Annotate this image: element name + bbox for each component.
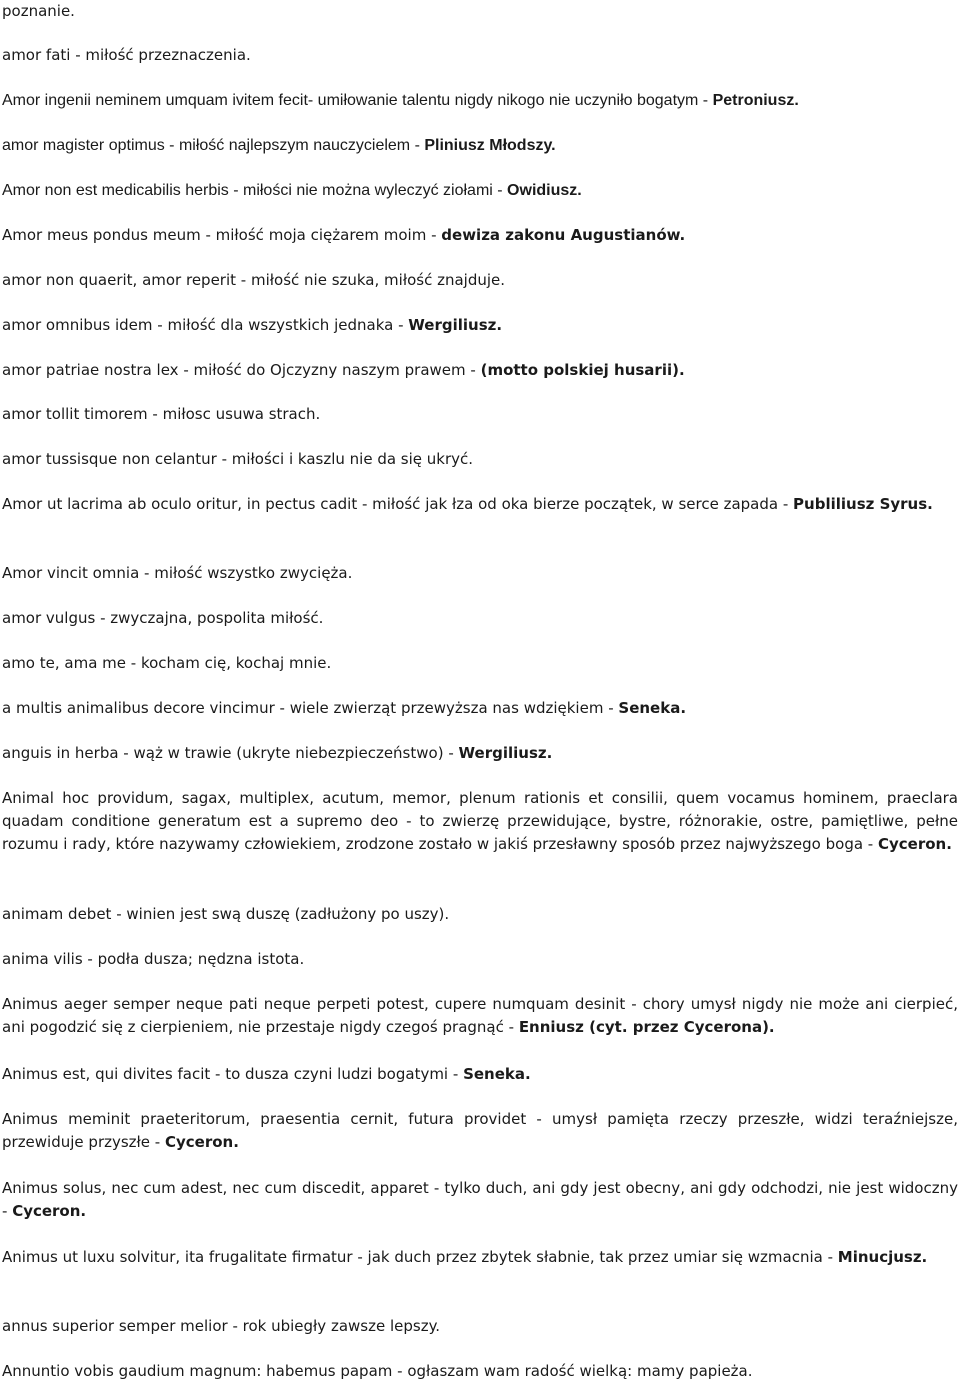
entry-animal-hoc: Animal hoc providum, sagax, multiplex, acutum, memor, plenum rationis et consilii, quem vocamus hominem, praeclara quadam conditione generatum est a supremo deo - to zwierzę przewidujące, bystre, różnorakie, ostre, pamiętliwe, pełne rozumu i rady, które nazywamy człowiekiem, zrodzone zostało w jakiś przesławny sposób przez najwyższego boga - Cyceron. [2, 789, 958, 853]
author-name: Wergiliusz. [458, 744, 553, 762]
author-name: Owidiusz. [507, 182, 582, 199]
entry-amor-fati: amor fati - miłość przeznaczenia. [2, 46, 251, 64]
entry-amor-vulgus: amor vulgus - zwyczajna, pospolita miłość. [2, 609, 324, 627]
author-name: Wergiliusz. [408, 316, 503, 334]
author-name: Publiliusz Syrus. [793, 495, 933, 513]
entry-amor-omnibus: amor omnibus idem - miłość dla wszystkich jednaka - Wergiliusz. [2, 316, 503, 334]
entry-amor-magister: amor magister optimus - miłość najlepszym nauczycielem - Pliniusz Młodszy. [2, 137, 556, 154]
author-name: Cyceron. [12, 1202, 87, 1220]
entry-animus-ut-luxu: Animus ut luxu solvitur, ita frugalitate firmatur - jak duch przez zbytek słabnie, tak przez umiar się wzmacnia - Minucjusz. [2, 1248, 928, 1266]
entry-anima-vilis: anima vilis - podła dusza; nędzna istota. [2, 950, 305, 968]
entry-animus-aeger: Animus aeger semper neque pati neque perpeti potest, cupere numquam desinit - chory umysł nigdy nie może ani cierpieć, ani pogodzić się z cierpieniem, nie przestaje nigdy czegoś pragnąć - Enniusz (cyt. przez Cycerona). [2, 995, 958, 1036]
author-name: Seneka. [618, 699, 687, 717]
author-name: Cyceron. [878, 835, 952, 853]
entry-anguis: anguis in herba - wąż w trawie (ukryte niebezpieczeństwo) - Wergiliusz. [2, 744, 553, 762]
author-name: Minucjusz. [837, 1248, 928, 1266]
entry-amor-ut-lacrima: Amor ut lacrima ab oculo oritur, in pectus cadit - miłość jak łza od oka bierze początek, w serce zapada - Publiliusz Syrus. [2, 495, 933, 513]
author-name: (motto polskiej husarii). [480, 361, 685, 379]
entry-a-multis: a multis animalibus decore vincimur - wiele zwierząt przewyższa nas wdziękiem - Seneka. [2, 699, 687, 717]
entry-amor-tollit: amor tollit timorem - miłosc usuwa strach. [2, 405, 321, 423]
author-name: Seneka. [463, 1065, 531, 1083]
entry-amor-ingenii: Amor ingenii neminem umquam ivitem fecit- umiłowanie talentu nigdy nikogo nie uczyniło bogatym - Petroniusz. [2, 92, 799, 109]
entry-amor-non-est: Amor non est medicabilis herbis - miłości nie można wyleczyć ziołami - Owidiusz. [2, 182, 582, 199]
author-name: Petroniusz. [712, 92, 799, 109]
entry-amor-vincit: Amor vincit omnia - miłość wszystko zwycięża. [2, 564, 353, 582]
entry-annuntio: Annuntio vobis gaudium magnum: habemus papam - ogłaszam wam radość wielką: mamy papieża. [2, 1362, 753, 1380]
author-name: Cyceron. [165, 1133, 239, 1151]
entry-amo-te: amo te, ama me - kocham cię, kochaj mnie. [2, 654, 332, 672]
entry-amor-meus: Amor meus pondus meum - miłość moja ciężarem moim - dewiza zakonu Augustianów. [2, 226, 686, 244]
entry-poznanie: poznanie. [2, 2, 75, 20]
entry-animus-solus: Animus solus, nec cum adest, nec cum discedit, apparet - tylko duch, ani gdy jest obecny, ani gdy odchodzi, nie jest widoczny - Cyceron. [2, 1179, 958, 1220]
entry-amor-non-quaerit: amor non quaerit, amor reperit - miłość nie szuka, miłość znajduje. [2, 271, 506, 289]
entry-animus-meminit: Animus meminit praeteritorum, praesentia cernit, futura providet - umysł pamięta rzeczy przeszłe, widzi teraźniejsze, przewiduje przyszłe - Cyceron. [2, 1110, 958, 1151]
entry-amor-tussisque: amor tussisque non celantur - miłości i kaszlu nie da się ukryć. [2, 450, 474, 468]
entry-animam-debet: animam debet - winien jest swą duszę (zadłużony po uszy). [2, 905, 450, 923]
author-name: dewiza zakonu Augustianów. [441, 226, 686, 244]
author-name: Enniusz (cyt. przez Cycerona). [518, 1018, 775, 1036]
author-name: Pliniusz Młodszy. [424, 137, 556, 154]
entry-annus-superior: annus superior semper melior - rok ubiegły zawsze lepszy. [2, 1317, 441, 1335]
entry-amor-patriae: amor patriae nostra lex - miłość do Ojczyzny naszym prawem - (motto polskiej husarii). [2, 361, 685, 379]
entry-animus-est: Animus est, qui divites facit - to dusza czyni ludzi bogatymi - Seneka. [2, 1065, 531, 1083]
